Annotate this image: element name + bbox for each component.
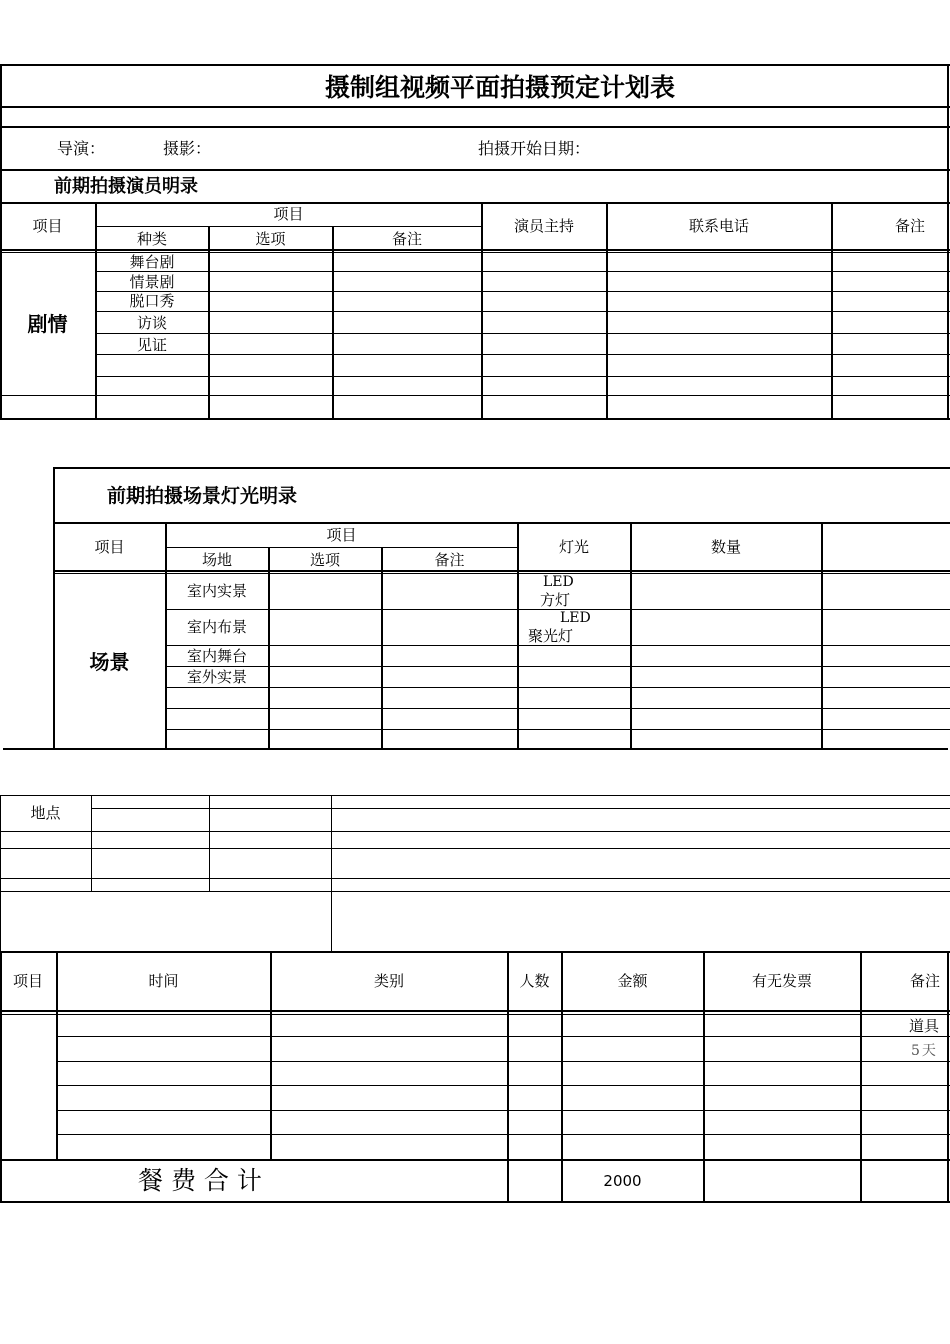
scene-header-venue: 场地 [201,551,232,569]
location-col-line [331,795,332,953]
meal-header-time: 时间 [148,972,179,990]
location-top-rule [0,795,950,796]
location-row-line [0,831,950,832]
scene-header-group: 项目 [326,526,357,544]
scene-col-line [517,522,519,749]
cast-row-line [96,311,950,312]
page-title: 摄制组视频平面拍摄预定计划表 [324,73,675,102]
location-row-line [91,808,950,809]
cast-header-host: 演员主持 [513,217,574,235]
scene-header-light: 灯光 [558,538,589,556]
camera-label: 摄影： [163,139,212,158]
cast-kind: 舞台剧 [129,253,175,271]
cast-kind: 访谈 [136,314,167,332]
meal-row-line [57,1134,950,1135]
meal-total-label: 餐 费 合 计 [138,1166,262,1195]
cast-row-line [96,271,950,272]
cast-header-remark: 备注 [895,217,926,235]
meal-remark: 道具 [909,1017,940,1035]
cast-header-item: 项目 [32,217,63,235]
left-border [0,64,2,420]
location-row-line [0,878,950,879]
scene-header-bottom [53,570,950,572]
scene-venue: 室内舞台 [186,647,247,665]
meal-total-amount: 2000 [603,1172,642,1190]
meal-header-type: 类别 [373,972,404,990]
meal-remark: 5天 [911,1043,938,1059]
cast-kind: 情景剧 [129,273,175,291]
cast-header-phone: 联系电话 [688,217,749,235]
location-label: 地点 [30,804,61,822]
meal-header-bottom-2 [0,1014,950,1015]
cast-row-line [96,354,950,355]
scene-light-label: 聚光灯 [528,627,574,645]
cast-header-note: 备注 [391,230,422,248]
meal-row-line [57,1036,950,1037]
cast-row-line [96,333,950,334]
meal-right-border [947,951,949,1203]
meal-header-remark: 备注 [910,972,941,990]
cast-header-top [0,202,950,204]
info-bottom-rule [0,169,950,171]
director-label: 导演： [57,139,106,158]
meal-header-invoice: 有无发票 [751,972,812,990]
scene-header-item: 项目 [94,538,125,556]
scene-light-label: LED [560,610,591,626]
meal-row-line [57,1110,950,1111]
cast-header-bottom [0,249,950,251]
cast-row-line [96,291,950,292]
meal-total-top [0,1159,950,1161]
meal-table-bottom [0,1201,950,1203]
scene-col-line [821,522,823,749]
top-border [0,64,950,66]
meal-header-top [0,951,950,953]
scene-row-line [166,687,950,688]
scene-light-label: LED [543,574,574,590]
scene-header-top [53,522,950,524]
scene-category: 场景 [89,650,130,674]
scene-header-option: 选项 [309,551,340,569]
cast-header-group: 项目 [273,205,304,223]
meal-row-line [57,1085,950,1086]
cast-subheader-rule [96,226,482,227]
scene-header-bottom-2 [53,573,950,574]
title-rule [0,106,950,108]
scene-venue: 室外实景 [186,668,247,686]
scene-row-line [166,609,950,610]
meal-header-people: 人数 [519,972,550,990]
meal-header-amount: 金额 [617,972,648,990]
cast-kind: 见证 [136,336,167,354]
scene-row-line [166,666,950,667]
scene-venue: 室内布景 [186,618,247,636]
cast-row-line [0,395,950,396]
location-col-line [91,795,92,891]
scene-col-line [268,547,270,749]
cast-section-title: 前期拍摄演员明录 [54,176,198,197]
location-row-line [0,848,950,849]
scene-col-line [381,547,383,749]
meal-col-line [860,951,862,1203]
info-top-rule [0,126,950,128]
cast-row-line [96,376,950,377]
scene-table-bottom [3,748,948,750]
scene-col-line [630,522,632,749]
scene-header-qty: 数量 [710,538,741,556]
scene-row-line [166,708,950,709]
scene-header-note: 备注 [434,551,465,569]
cast-col-line [831,202,833,419]
meal-row-line [57,1061,950,1062]
scene-left-border [53,467,55,749]
location-col-line [209,795,210,891]
cast-col-line [208,226,210,419]
scene-light-label: 方灯 [540,591,571,609]
meal-header-bottom [0,1010,950,1012]
right-border [947,64,949,420]
cast-header-option: 选项 [255,230,286,248]
scene-top-border [53,467,950,469]
location-row-line [0,891,950,892]
scene-venue: 室内实景 [186,582,247,600]
scene-row-line [166,645,950,646]
scene-section-title: 前期拍摄场景灯光明录 [107,485,298,507]
cast-col-line [332,226,334,419]
cast-header-kind: 种类 [136,230,167,248]
cast-table-bottom [0,418,950,420]
cast-kind: 脱口秀 [129,292,175,310]
meal-header-item: 项目 [12,972,43,990]
scene-subheader-rule [166,547,518,548]
cast-category: 剧情 [27,312,68,336]
scene-row-line [166,729,950,730]
start-date-label: 拍摄开始日期： [478,139,591,158]
